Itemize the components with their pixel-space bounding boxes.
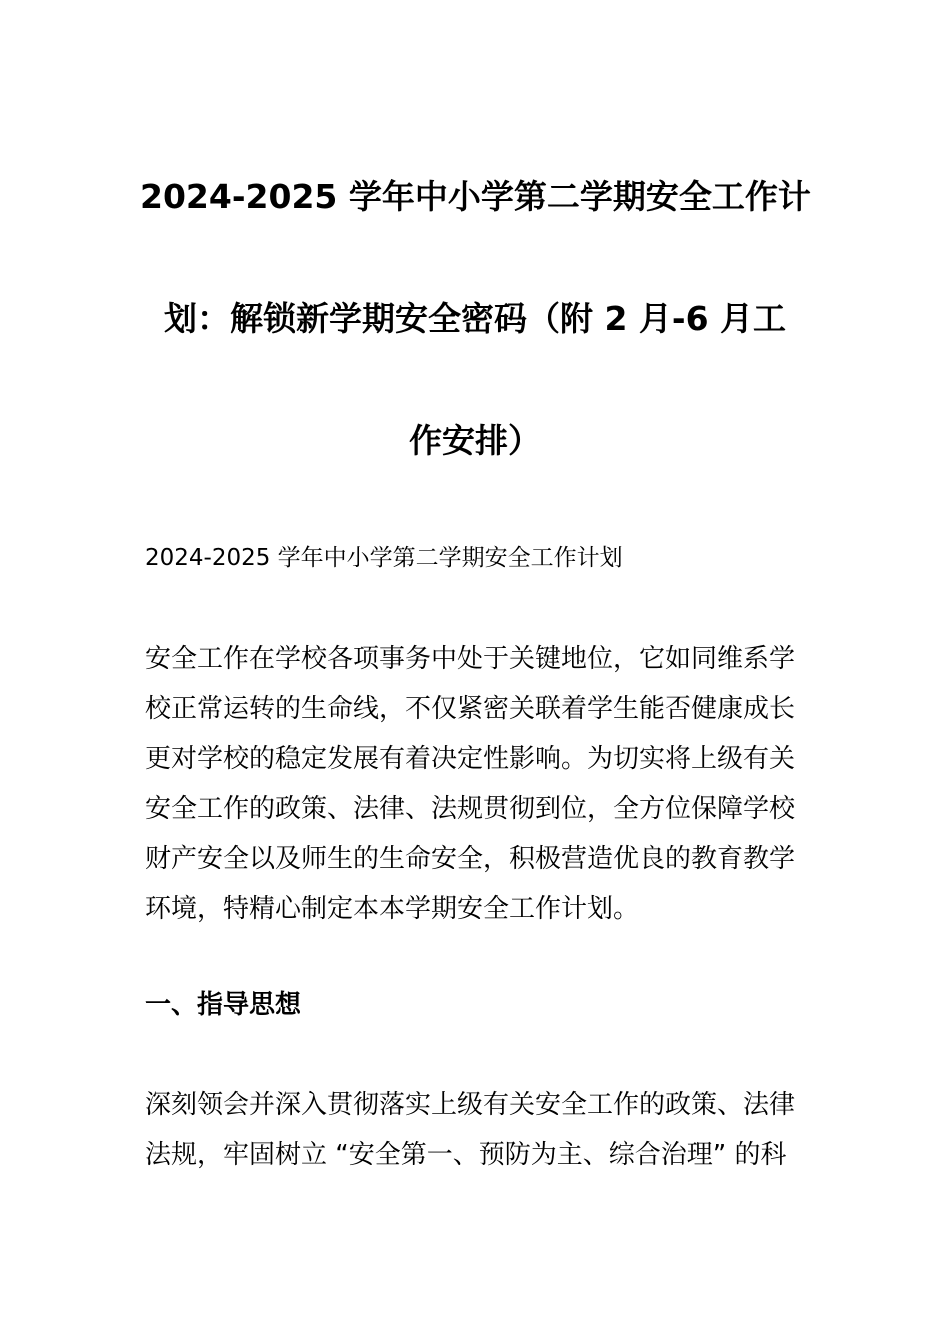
paragraph-line: 法规，牢固树立 “安全第一、预防为主、综合治理” 的科 — [145, 1140, 787, 1170]
title-line-2: 划：解锁新学期安全密码（附 2 月-6 月工 — [163, 299, 787, 338]
title-line-1: 2024-2025 学年中小学第二学期安全工作计 — [140, 177, 811, 216]
document-title — [140, 136, 810, 502]
paragraph-line: 环境，特精心制定本本学期安全工作计划。 — [145, 894, 640, 924]
guiding-ideology-paragraph — [145, 1080, 810, 1180]
paragraph-line: 财产安全以及师生的生命安全，积极营造优良的教育教学 — [145, 844, 796, 874]
paragraph-line: 深刻领会并深入贯彻落实上级有关安全工作的政策、法律 — [145, 1090, 796, 1120]
paragraph-line: 校正常运转的生命线，不仅紧密关联着学生能否健康成长 — [145, 694, 796, 724]
paragraph-line: 更对学校的稳定发展有着决定性影响。为切实将上级有关 — [145, 744, 796, 774]
title-line-3: 作安排） — [409, 421, 541, 460]
paragraph-line: 安全工作的政策、法律、法规贯彻到位，全方位保障学校 — [145, 794, 796, 824]
section-heading-guiding-ideology: 一、指导思想 — [145, 990, 302, 1020]
document-subtitle: 2024-2025 学年中小学第二学期安全工作计划 — [145, 545, 623, 571]
intro-paragraph — [145, 634, 810, 934]
paragraph-line: 安全工作在学校各项事务中处于关键地位，它如同维系学 — [145, 644, 796, 674]
